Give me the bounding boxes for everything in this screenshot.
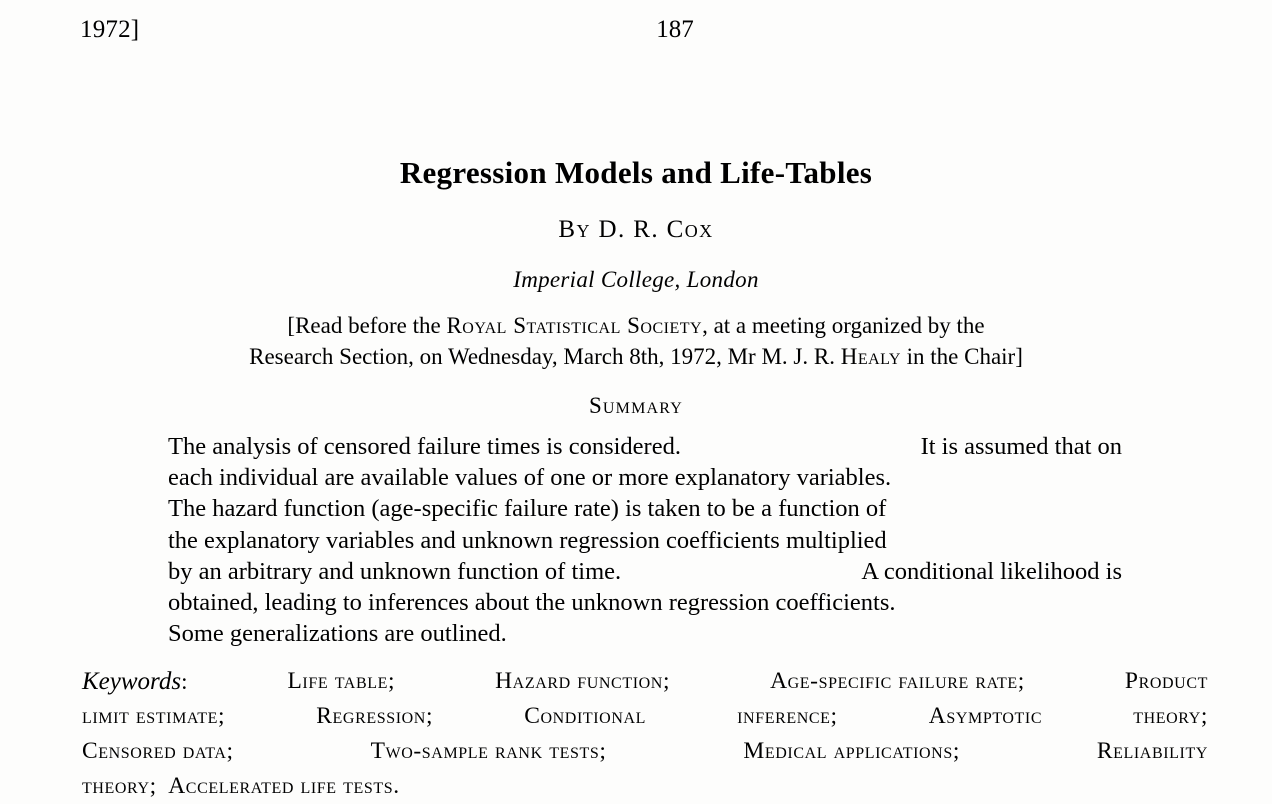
keyword-term-two-sample-rank-tests: Two-sample rank tests; — [370, 738, 607, 764]
summary-line-5a: by an arbitrary and unknown function of time. — [168, 557, 622, 585]
keywords-label: Keywords — [82, 668, 182, 695]
keyword-term-asymptotic: Asymptotic — [928, 703, 1043, 729]
keyword-term-inference: inference; — [737, 703, 838, 729]
summary-line-1a: The analysis of censored failure times is considered. — [168, 433, 681, 460]
keywords-line-1 — [82, 664, 1208, 699]
running-head — [80, 14, 1192, 48]
keyword-term-censored-data: Censored data; — [82, 738, 234, 764]
keyword-term-conditional: Conditional — [524, 703, 647, 729]
keywords-label-group — [82, 664, 187, 699]
keyword-term-life-table: Life table; — [287, 668, 396, 694]
keyword-term-medical-applications: Medical applications; — [743, 738, 960, 764]
page-number: 187 — [656, 16, 694, 43]
keywords-line-4 — [82, 769, 1208, 804]
keywords-line-2 — [82, 699, 1208, 734]
keyword-term-product: Product — [1124, 668, 1208, 694]
summary-line-5 — [168, 556, 1122, 587]
chair-name: Healy — [840, 344, 901, 369]
keyword-term-regression: Regression; — [316, 703, 434, 729]
summary-line-7: Some generalizations are outlined. — [168, 620, 507, 648]
summary-line-2: each individual are available values of one or more explanatory variables. — [168, 464, 892, 492]
read-note-line-2 — [120, 341, 1152, 372]
paper-title: Regression Models and Life-Tables — [399, 154, 873, 190]
keyword-term-hazard-function: Hazard function; — [495, 668, 671, 694]
summary-line-5b: A conditional likelihood is — [861, 557, 1122, 585]
read-note-line-1-prefix: [Read before the — [287, 313, 447, 338]
society-name: Royal Statistical Society — [446, 313, 703, 338]
read-note-line-2-suffix: in the Chair] — [900, 344, 1023, 369]
read-note-line-1 — [120, 310, 1152, 341]
summary-heading: Summary — [588, 393, 684, 418]
keywords-block — [82, 664, 1208, 804]
author-byline: By D. R. Cox — [558, 216, 714, 243]
keyword-term-accelerated-life-tests: Accelerated life tests. — [168, 773, 400, 799]
running-head-year: 1972] — [80, 16, 140, 43]
keyword-term-reliability-theory: theory; — [82, 773, 157, 799]
summary-body — [168, 431, 1122, 649]
author-affiliation: Imperial College, London — [513, 267, 759, 292]
summary-line-6: obtained, leading to inferences about the unknown regression coefficients. — [168, 589, 896, 617]
keywords-space — [157, 769, 169, 804]
summary-line-3: The hazard function (age-specific failure rate) is taken to be a function of — [168, 495, 887, 523]
read-note-line-1-suffix: , at a meeting organized by the — [702, 313, 985, 338]
summary-line-1b: It is assumed that on — [920, 433, 1122, 460]
summary-line-1 — [168, 431, 1122, 462]
keywords-line-3 — [82, 734, 1208, 769]
keyword-term-reliability: Reliability — [1096, 738, 1208, 764]
keywords-separator: : — [181, 669, 188, 694]
keyword-term-theory: theory; — [1133, 703, 1208, 729]
keyword-term-age-specific-failure-rate: Age-specific failure rate; — [770, 668, 1025, 694]
summary-line-4: the explanatory variables and unknown regression coefficients multiplied — [168, 526, 887, 554]
read-before-note — [120, 310, 1152, 372]
keyword-term-limit-estimate: limit estimate; — [82, 703, 226, 729]
read-note-line-2-prefix: Research Section, on Wednesday, March 8th, 1972, Mr M. J. R. — [249, 344, 841, 369]
